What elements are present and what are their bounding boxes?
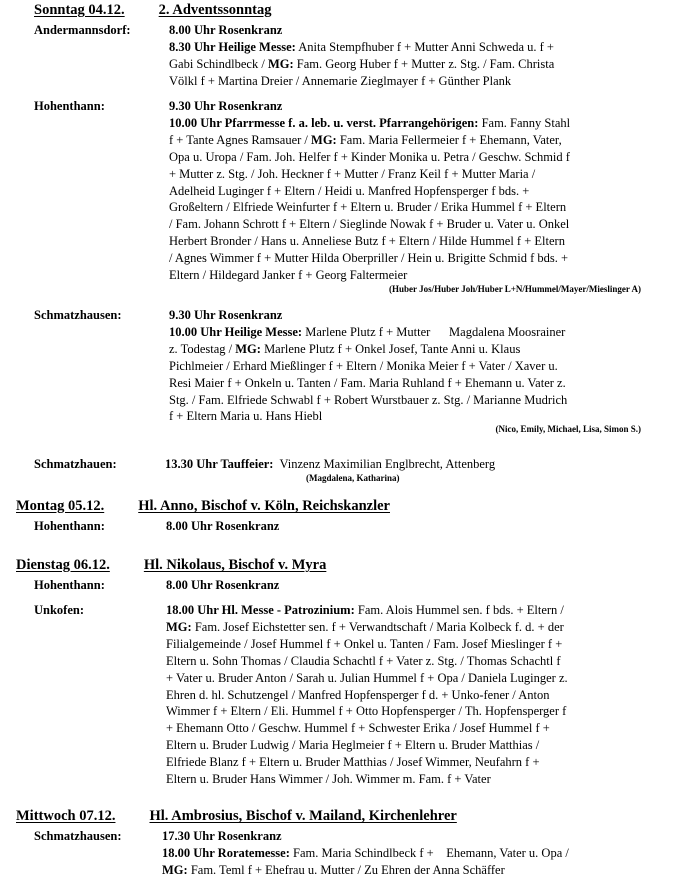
service-label: 10.00 Uhr Heilige Messe:	[169, 324, 303, 339]
intention-text: / Fam. Johann Schrott f + Eltern / Sieglinde Nowak f + Bruder u. Vater u. Onkel	[169, 217, 570, 232]
intention-text: Fam. Josef Eichstetter sen. f + Verwandtschaft / Maria Kolbeck f. d. + der	[191, 619, 564, 634]
mg-label: MG:	[235, 341, 261, 356]
day-title: 2. Adventssonntag	[158, 2, 272, 18]
intention-text: Adelheid Luginger f + Eltern / Heidi u. Manfred Hopfensperger f bds. +	[169, 183, 530, 198]
service-time: 9.30 Uhr Rosenkranz	[169, 308, 283, 322]
intention-text: Marlene Plutz f + Onkel Josef, Tante Anni u. Klaus	[260, 341, 521, 356]
intention-text: Eltern u. Bruder Hans Wimmer / Joh. Wimmer m. Fam. f + Vater	[166, 772, 491, 787]
intention-text: Fam. Maria Schindlbeck f + Ehemann, Vater u. Opa /	[289, 845, 569, 860]
day-date: Sonntag 04.12.	[34, 2, 125, 18]
entry-hohenthann-sunday	[169, 98, 641, 284]
intention-text: Filialgemeinde / Josef Hummel f + Onkel u. Tanten / Fam. Josef Mieslinger f +	[166, 636, 563, 651]
mg-label: MG:	[166, 619, 192, 634]
mg-label: MG:	[311, 132, 337, 147]
service-label: 8.30 Uhr Heilige Messe:	[169, 39, 296, 54]
mg-label: MG:	[162, 862, 188, 877]
intention-text: Eltern / Hildegard Janker f + Georg Faltermeier	[169, 268, 408, 283]
day-header-wednesday	[16, 808, 457, 825]
service-label: 18.00 Uhr Hl. Messe - Patrozinium:	[166, 603, 355, 617]
location-schmatzhausen: Schmatzhausen:	[34, 308, 122, 322]
intention-text: Vinzenz Maximilian Englbrecht, Attenberg	[273, 457, 496, 471]
entry-hohenthann-tuesday	[166, 577, 566, 594]
intention-text: Fam. Teml f + Ehefrau u. Mutter / Zu Ehren der Anna Schäffer	[187, 862, 505, 877]
location-andermannsdorf: Andermannsdorf:	[34, 23, 131, 37]
intention-text: f + Tante Agnes Ramsauer /	[169, 132, 312, 147]
entry-hohenthann-monday	[166, 518, 566, 535]
day-header-sunday	[34, 2, 271, 19]
service-time: 8.00 Uhr Rosenkranz	[166, 519, 280, 533]
intention-text: Fam. Alois Hummel sen. f bds. + Eltern /	[354, 603, 564, 617]
intention-text: Herbert Bronder / Hans u. Anneliese Butz f + Eltern / Hilde Hummel f + Eltern	[169, 234, 565, 249]
intention-text: Großeltern / Elfriede Weinfurter f + Eltern u. Bruder / Erika Hummel f + Eltern	[169, 200, 567, 215]
location-schmatzhausen: Schmatzhausen:	[34, 829, 122, 843]
intention-text: + Mutter z. Stg. / Joh. Heckner f + Mutter / Franz Keil f + Mutter Maria /	[169, 166, 536, 181]
mg-label: MG:	[267, 56, 294, 71]
day-title: Hl. Anno, Bischof v. Köln, Reichskanzler	[138, 498, 390, 514]
ministrant-note: (Magdalena, Katharina)	[306, 473, 400, 483]
intention-text: Marlene Plutz f + Mutter Magdalena Moosrainer	[302, 324, 566, 339]
day-date: Mittwoch 07.12.	[16, 808, 116, 824]
intention-text: z. Todestag /	[169, 341, 236, 356]
intention-text: Fam. Maria Fellermeier f + Ehemann, Vater,	[336, 132, 562, 147]
service-label: 13.30 Uhr Tauffeier:	[165, 457, 274, 471]
day-date: Dienstag 06.12.	[16, 557, 110, 573]
intention-text: Gabi Schindlbeck /	[169, 56, 268, 71]
intention-text: Fam. Georg Huber f + Mutter z. Stg. / Fam. Christa	[293, 56, 555, 71]
service-time: 8.00 Uhr Rosenkranz	[166, 578, 280, 592]
intention-text: Pichlmeier / Erhard Mießlinger f + Eltern / Monika Meier f + Vater / Xaver u.	[169, 358, 558, 373]
intention-text: Fam. Fanny Stahl	[478, 115, 571, 130]
entry-schmatzhausen-wednesday	[162, 828, 644, 879]
day-date: Montag 05.12.	[16, 498, 105, 514]
entry-schmatzhausen-sunday	[169, 307, 641, 425]
day-header-monday	[16, 498, 390, 515]
intention-text: Ehren d. hl. Schutzengel / Manfred Hopfensperger f d. + Unko-fener / Anton	[166, 687, 550, 702]
day-header-tuesday	[16, 557, 326, 574]
service-time: 17.30 Uhr Rosenkranz	[162, 829, 282, 843]
service-time: 9.30 Uhr Rosenkranz	[169, 99, 283, 113]
intention-text: + Ehemann Otto / Geschw. Hummel f + Schwester Erika / Josef Hummel f +	[166, 721, 550, 736]
location-unkofen: Unkofen:	[34, 603, 85, 617]
ministrant-note: (Nico, Emily, Michael, Lisa, Simon S.)	[495, 424, 641, 434]
location-hohenthann: Hohenthann:	[34, 578, 105, 592]
intention-text: Wimmer f + Eltern / Eli. Hummel f + Otto Hopfensperger / Th. Hopfensperger f	[166, 704, 567, 719]
ministrant-note: (Huber Jos/Huber Joh/Huber L+N/Hummel/Mayer/Mieslinger A)	[389, 284, 641, 294]
service-label: 10.00 Uhr Pfarrmesse f. a. leb. u. verst. Pfarrangehörigen:	[169, 115, 479, 130]
service-time: 8.00 Uhr Rosenkranz	[169, 23, 283, 37]
intention-text: + Vater u. Bruder Anton / Sarah u. Julian Hummel f + Opa / Daniela Luginger z.	[166, 670, 568, 685]
entry-tauffeier	[165, 456, 645, 473]
intention-text: / Agnes Wimmer f + Mutter Hilda Oberpriller / Hein u. Brigitte Schmid f bds. +	[169, 251, 569, 266]
entry-andermannsdorf	[169, 22, 641, 90]
day-title: Hl. Ambrosius, Bischof v. Mailand, Kirchenlehrer	[149, 808, 457, 824]
intention-text: Völkl f + Martina Dreier / Annemarie Zieglmayer f + Günther Plank	[169, 73, 512, 88]
service-label: 18.00 Uhr Roratemesse:	[162, 845, 290, 860]
day-title: Hl. Nikolaus, Bischof v. Myra	[143, 557, 327, 573]
intention-text: Eltern u. Sohn Thomas / Claudia Schachtl f + Vater z. Stg. / Thomas Schachtl f	[166, 653, 561, 668]
entry-unkofen	[166, 602, 641, 788]
intention-text: Stg. / Fam. Elfriede Schwabl f + Robert Wurstbauer z. Stg. / Marianne Mudrich	[169, 392, 568, 407]
location-schmatzhauen: Schmatzhauen:	[34, 457, 117, 471]
intention-text: f + Eltern Maria u. Hans Hiebl	[169, 409, 323, 424]
location-hohenthann: Hohenthann:	[34, 99, 105, 113]
intention-text: Opa u. Uropa / Fam. Joh. Helfer f + Kinder Monika u. Petra / Geschw. Schmid f	[169, 149, 570, 164]
intention-text: Eltern u. Bruder Ludwig / Maria Heglmeier f + Eltern u. Bruder Matthias /	[166, 738, 540, 753]
intention-text: Elfriede Blanz f + Eltern u. Bruder Matthias / Josef Wimmer, Neufahrn f +	[166, 755, 540, 770]
location-hohenthann: Hohenthann:	[34, 519, 105, 533]
intention-text: Anita Stempfhuber f + Mutter Anni Schweda u. f +	[295, 39, 554, 54]
intention-text: Resi Maier f + Onkeln u. Tanten / Fam. Maria Ruhland f + Ehemann u. Vater z.	[169, 375, 566, 390]
